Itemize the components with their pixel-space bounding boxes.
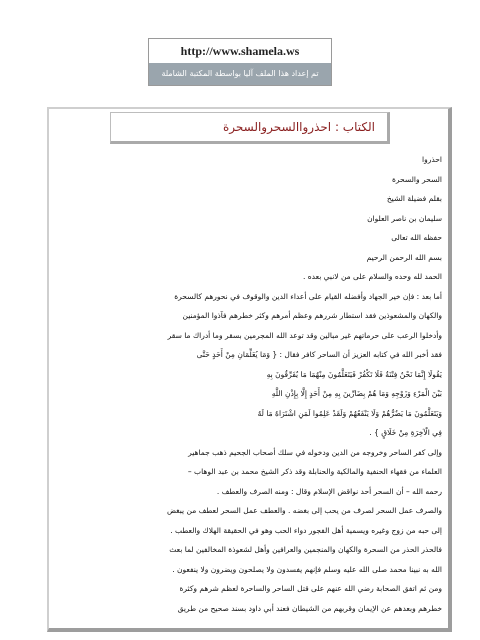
- text-line: بقلم فضيلة الشيخ: [386, 194, 442, 203]
- text-line: احذروا: [422, 155, 442, 164]
- quran-verse-line: وَيَتَعَلَّمُونَ مَا يَضُرُّهُمْ وَلَا يَنْفَعُهُمْ وَلَقَدْ عَلِمُوا لَمَنِ اشْتَرَاهُ مَا لَهُ: [257, 408, 442, 418]
- text-line: خطرهم وبعدهم عن الإيمان وقربهم من الشيطان فعند أبي داود بسند صحيح من طريق: [177, 603, 442, 613]
- text-line: والكهان والمشعوذين فقد استطار شررهم وعظم أمرهم وكثر خطرهم فآذوا المؤمنين: [182, 311, 442, 320]
- site-header: [148, 38, 332, 86]
- text-line: والصرف عمل السحر لصرف من يحب إلى بغضه . والعطف عمل السحر لعطف من يبغض: [166, 506, 442, 515]
- text-line: فالحذر الحذر من السحرة والكهان والمنجمين والعرافين وأهل لشعوذة المخالفين لما بعث: [169, 545, 442, 554]
- text-line: فقد أخبر الله في كتابه العزيز أن الساحر كافر فقال : { وَمَا يُعَلِّمَانِ مِنْ أَحَدٍ حَتَّى: [196, 350, 442, 359]
- text-line: أما بعد : فإن خير الجهاد وأفضله القيام على أعداء الدين والوقوف في نحورهم كالسحرة: [174, 291, 442, 301]
- text-line: الحمد لله وحده والسلام على من لانبي بعده .: [302, 272, 442, 281]
- quran-verse-line: فِي الْآخِرَةِ مِنْ خَلَاقٍ } .: [369, 428, 442, 437]
- text-line: إلى حبه من زوج وغيره ويسمية أهل الفجور دواء الحب وهو في الحقيقة الهلاك والعطب .: [170, 525, 442, 535]
- generated-notice: تم إعداد هذا الملف آليا بواسطة المكتبة الشاملة: [149, 63, 331, 85]
- site-url[interactable]: http://www.shamela.ws: [180, 44, 300, 58]
- text-line: ومن ثم اتفق الصحابة رضي الله عنهم على قتل الساحر والساحرة لعظم شرهم وكثرة: [179, 584, 442, 593]
- book-title: الكتاب : احذرواالسحروالسحرة: [110, 112, 390, 144]
- document-body: [62, 150, 442, 630]
- text-line: الله به نبينا محمد صلى الله عليه وسلم فإنهم يفسدون ولا يصلحون ويضرون ولا ينفعون .: [172, 564, 442, 574]
- quran-verse-line: بَيْنَ الْمَرْءِ وَزَوْجِهِ وَمَا هُمْ بِضَارِّينَ بِهِ مِنْ أَحَدٍ إِلَّا بِإِذْنِ اللَّهِ: [271, 389, 442, 398]
- text-line: العلماء من فقهاء الحنفية والمالكية والحنابلة وقد ذكر الشيخ محمد بن عبد الوهاب –: [187, 467, 442, 476]
- text-line: حفظه الله تعالى: [391, 233, 442, 242]
- text-line: السحر والسحرة: [391, 174, 442, 184]
- text-line: سليمان بن ناصر العلوان: [367, 213, 442, 223]
- text-line: وأدخلوا الرعب على حرماتهم غير مبالين وقد توعد الله المجرمين بسقر وما أدراك ما سقر: [167, 330, 442, 340]
- text-line: بسم الله الرحمن الرحيم: [366, 252, 442, 262]
- quran-verse-line: يَقُولَا إِنَّمَا نَحْنُ فِتْنَةٌ فَلَا تَكْفُرْ فَيَتَعَلَّمُونَ مِنْهُمَا مَا يُفَرِّقُونَ بِهِ: [266, 369, 442, 379]
- text-line: وإلى كفر الساحر وخروجه من الدين ودخوله في سلك أصحاب الجحيم ذهب جماهير: [188, 447, 442, 457]
- text-line: رحمه الله – أن السحر أحد نواقض الإسلام وقال : ومنه الصرف والعطف .: [216, 486, 442, 496]
